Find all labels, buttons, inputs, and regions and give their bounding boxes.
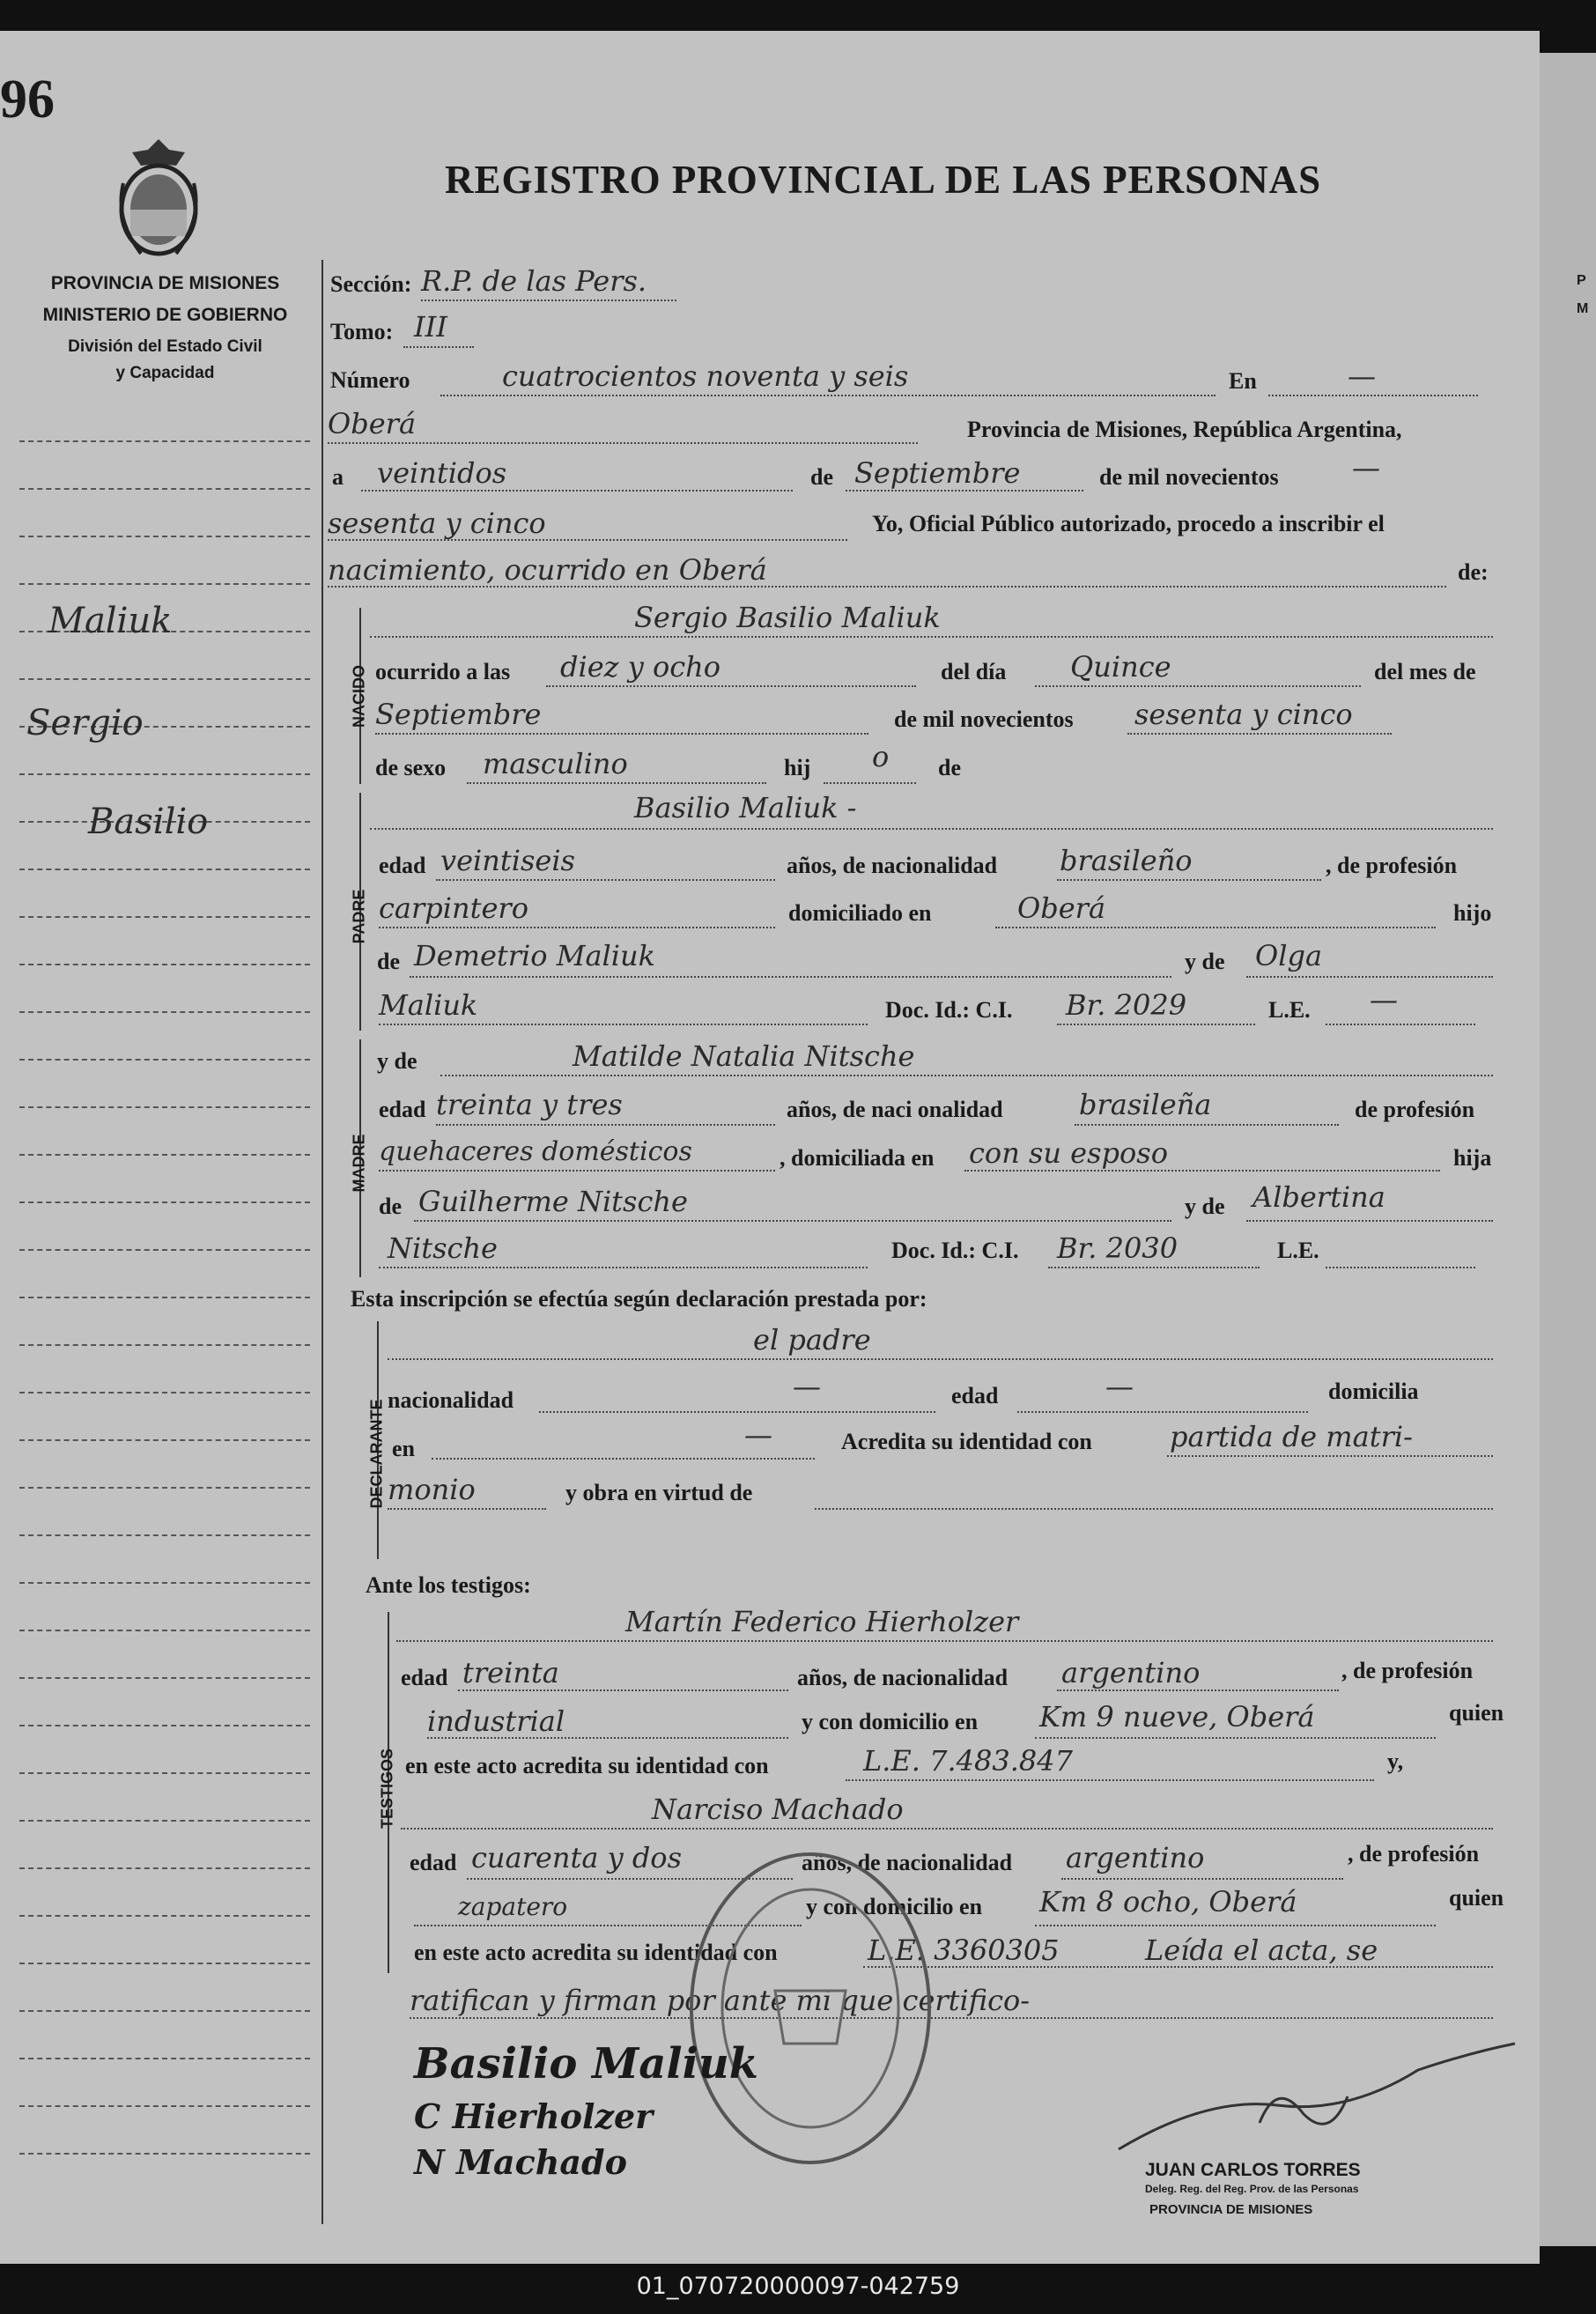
hij-suffix-value: o [872, 740, 890, 773]
de-profesion-label: , de profesión [1326, 853, 1458, 878]
declarante-side-label: DECLARANTE [367, 1399, 386, 1509]
domiciliado-label: domiciliado en [788, 900, 932, 926]
t1-edad-label: edad [401, 1665, 448, 1690]
official-province: PROVINCIA DE MISIONES [1149, 2202, 1313, 2217]
declarante-value: el padre [753, 1323, 871, 1357]
doc-label: Doc. Id.: C.I. [885, 997, 1013, 1023]
image-identifier: 01_070720000097-042759 [636, 2273, 960, 2300]
domicilia-label: domicilia [1328, 1379, 1419, 1404]
t2-id-value: L.E. 3360305 [868, 1933, 1060, 1967]
signature-father: Basilio Maliuk [414, 2039, 758, 2089]
madre-dom-value: con su esposo [969, 1136, 1168, 1170]
cierre1-value: Leída el acta, se [1145, 1933, 1378, 1967]
anio-value: sesenta y cinco [328, 506, 546, 540]
margin-rule [19, 1249, 310, 1251]
t2-nac-value: argentino [1066, 1841, 1205, 1874]
margin-rule [19, 2058, 310, 2059]
margin-rule [19, 1630, 310, 1631]
decl-nac-value: — [793, 1370, 821, 1403]
de-sexo-label: de sexo [375, 755, 447, 780]
anios-nac-label: años, de nacionalidad [787, 853, 998, 878]
testigo2-value: Narciso Machado [652, 1793, 904, 1826]
ante-label: Ante los testigos: [366, 1572, 531, 1598]
t2-profesion-label: , de profesión [1348, 1841, 1480, 1867]
header-province: PROVINCIA DE MISIONES [50, 273, 280, 293]
margin-rule [19, 1582, 310, 1584]
margin-rule [19, 488, 310, 490]
anio-dash: — [1352, 451, 1380, 484]
inscripcion-label: Esta inscripción se efectúa según declaración prestada por: [351, 1286, 927, 1312]
acredita3-label: en este acto acredita su identidad con [414, 1940, 778, 1965]
margin-rule [19, 2010, 310, 2012]
nombre-nacido-value: Sergio Basilio Maliuk [634, 601, 941, 634]
margin-rule [19, 1344, 310, 1346]
dia-value: veintidos [377, 456, 507, 490]
official-seal-icon [678, 1841, 942, 2176]
quien-label: quien [1449, 1700, 1504, 1726]
margin-rule [19, 869, 310, 870]
y-de3-label: y de [1185, 1194, 1225, 1219]
le-label: L.E. [1268, 997, 1311, 1023]
padre-dom-value: Oberá [1017, 891, 1106, 925]
nacionalidad-label: nacionalidad [388, 1387, 514, 1413]
abuela-m2-value: Nitsche [388, 1231, 498, 1265]
numero-value: cuatrocientos noventa y seis [502, 359, 909, 393]
en2-label: en [392, 1436, 415, 1461]
margin-rule [19, 583, 310, 585]
margin-rule [19, 1915, 310, 1917]
coat-of-arms-icon [106, 130, 211, 262]
abuelo-p-value: Demetrio Maliuk [414, 939, 656, 972]
cierre2-value: ratifican y firman por ante mi que certifico- [410, 1984, 1031, 2017]
document-title: REGISTRO PROVINCIAL DE LAS PERSONAS [445, 158, 1322, 202]
domiciliada-label: , domiciliada en [780, 1145, 935, 1171]
anio-nac-value: sesenta y cinco [1134, 698, 1353, 731]
doc2-label: Doc. Id.: C.I. [891, 1238, 1019, 1263]
numero-label: Número [330, 367, 410, 393]
margin-rule [19, 1867, 310, 1869]
margin-rule [19, 1487, 310, 1489]
a-label: a [332, 464, 344, 490]
padre-le-value: — [1370, 983, 1398, 1017]
abuelo-m-value: Guilherme Nitsche [418, 1185, 688, 1218]
margin-rule [19, 1011, 310, 1013]
padre-side-label: PADRE [350, 889, 368, 944]
margin-rule [19, 1439, 310, 1441]
madre-nombre-value: Matilde Natalia Nitsche [573, 1039, 915, 1073]
margin-rule [19, 1059, 310, 1061]
ocurrido-label: ocurrido a las [375, 659, 511, 684]
madre-ci-value: Br. 2030 [1057, 1231, 1179, 1265]
signature-witness-1: C Hierholzer [414, 2096, 654, 2136]
de-colon-label: de: [1458, 559, 1489, 585]
decl-acredita2-value: monio [388, 1473, 476, 1506]
madre-side-label: MADRE [350, 1134, 368, 1193]
madre-edad-value: treinta y tres [436, 1088, 623, 1121]
margin-rule [19, 1725, 310, 1726]
margin-rule [19, 1297, 310, 1298]
margin-rule [19, 2105, 310, 2107]
lugar-value: Oberá [328, 407, 417, 440]
t2-prof-value: zapatero [458, 1892, 568, 1921]
testigos-side-label: TESTIGOS [378, 1748, 396, 1830]
acto-value: nacimiento, ocurrido en Oberá [328, 553, 767, 587]
margin-rule [19, 440, 310, 442]
seccion-label: Sección: [330, 271, 412, 297]
padre-edad-value: veintiseis [440, 844, 575, 877]
anios-nac3-label: años, de nacionalidad [797, 1665, 1009, 1690]
padre-nombre-value: Basilio Maliuk - [634, 791, 857, 824]
testigo1-value: Martín Federico Hierholzer [625, 1605, 1019, 1638]
decl-en-value: — [744, 1418, 772, 1452]
t1-edad-value: treinta [462, 1656, 559, 1689]
t1-dom-value: Km 9 nueve, Oberá [1039, 1700, 1315, 1734]
t1-profesion-label: , de profesión [1341, 1658, 1474, 1683]
hijo-label: hijo [1453, 900, 1492, 926]
hija-label: hija [1453, 1145, 1492, 1171]
de2-label: de [938, 755, 961, 780]
domicilio2-label: y con domicilio en [806, 1894, 983, 1919]
margin-rule [19, 1534, 310, 1536]
padre-nac-value: brasileño [1060, 844, 1193, 877]
margin-rule [19, 964, 310, 965]
tomo-value: III [414, 310, 447, 344]
margin-rule [19, 1154, 310, 1156]
adjacent-page-letter: M [1577, 301, 1589, 316]
y-de-label: y de [1185, 949, 1225, 974]
de3-label: de [377, 949, 400, 974]
edad-label: edad [379, 853, 426, 878]
margin-rule [19, 1106, 310, 1108]
de-mil-label: de mil novecientos [1099, 464, 1279, 490]
signature-witness-2: N Machado [414, 2142, 627, 2182]
t2-edad-label: edad [410, 1850, 457, 1875]
margin-rule [19, 1392, 310, 1394]
de-label: de [810, 464, 833, 490]
t1-nac-value: argentino [1061, 1656, 1201, 1689]
official-role: Deleg. Reg. del Reg. Prov. de las Personas [1145, 2183, 1359, 2195]
form-left-border [321, 260, 323, 2224]
abuela-m-value: Albertina [1252, 1180, 1385, 1214]
sexo-value: masculino [483, 747, 628, 780]
margin-first-name: Sergio [26, 703, 144, 743]
del-mes-label: del mes de [1374, 659, 1476, 684]
de4-label: de [379, 1194, 402, 1219]
adjacent-page [1540, 53, 1596, 2246]
mes-value: Septiembre [854, 456, 1021, 490]
t1-id-value: L.E. 7.483.847 [863, 1744, 1073, 1778]
mes-nac-value: Septiembre [375, 698, 542, 731]
margin-rule [19, 678, 310, 680]
anios-nac2-label: años, de naci onalidad [787, 1097, 1003, 1122]
seccion-value: R.P. de las Pers. [421, 264, 647, 298]
yo-label: Yo, Oficial Público autorizado, procedo a inscribir el [872, 511, 1385, 536]
margin-rule [19, 1963, 310, 1964]
edad-madre-label: edad [379, 1097, 426, 1122]
margin-second-name: Basilio [88, 802, 209, 842]
margin-surname: Maliuk [48, 601, 173, 641]
domicilio-label: y con domicilio en [802, 1709, 979, 1734]
abuela-p-value: Olga [1255, 939, 1323, 972]
padre-prof-value: carpintero [379, 891, 528, 925]
edad2-label: edad [951, 1383, 999, 1408]
y-de2-label: y de [377, 1048, 417, 1074]
madre-nac-value: brasileña [1079, 1088, 1212, 1121]
official-name: JUAN CARLOS TORRES [1145, 2160, 1361, 2180]
header-ministry: MINISTERIO DE GOBIERNO [42, 305, 288, 325]
acredita-label: Acredita su identidad con [841, 1429, 1092, 1454]
t1-prof-value: industrial [427, 1704, 565, 1738]
header-capacidad: y Capacidad [115, 364, 215, 382]
decl-edad-value: — [1105, 1370, 1134, 1403]
margin-rule [19, 1772, 310, 1774]
page-number: 96 [0, 70, 55, 129]
t2-dom-value: Km 8 ocho, Oberá [1039, 1885, 1297, 1918]
margin-rule [19, 1677, 310, 1679]
margin-rule [19, 536, 310, 537]
margin-rule [19, 1201, 310, 1203]
official-signature-icon [1101, 1991, 1541, 2167]
obra-label: y obra en virtud de [565, 1480, 753, 1505]
hij-label: hij [784, 755, 811, 780]
del-dia-label: del día [941, 659, 1007, 684]
y-comma-label: y, [1387, 1748, 1404, 1774]
hora-value: diez y ocho [560, 650, 720, 684]
abuela-p2-value: Maliuk [379, 988, 478, 1022]
margin-rule [19, 1820, 310, 1822]
anios-nac4-label: años, de nacionalidad [802, 1850, 1013, 1875]
padre-ci-value: Br. 2029 [1066, 988, 1187, 1022]
dia-nac-value: Quince [1070, 650, 1171, 684]
le2-label: L.E. [1277, 1238, 1319, 1263]
tomo-label: Tomo: [330, 319, 394, 344]
nacido-side-label: NACIDO [350, 665, 368, 728]
madre-prof-value: quehaceres domésticos [379, 1136, 692, 1167]
decl-acredita-value: partida de matri- [1170, 1420, 1413, 1453]
provincia-label: Provincia de Misiones, República Argentina, [967, 417, 1402, 442]
adjacent-page-letter: P [1577, 273, 1586, 288]
de-profesion2-label: de profesión [1355, 1097, 1475, 1122]
header-division: División del Estado Civil [68, 337, 262, 356]
t2-edad-value: cuarenta y dos [471, 1841, 682, 1874]
margin-rule [19, 2153, 310, 2155]
margin-rule [19, 916, 310, 918]
quien2-label: quien [1449, 1885, 1504, 1911]
margin-rule [19, 773, 310, 775]
en-label: En [1229, 368, 1257, 394]
de-mil2-label: de mil novecientos [894, 706, 1074, 732]
acredita2-label: en este acto acredita su identidad con [405, 1753, 769, 1778]
en-value: — [1348, 359, 1376, 393]
